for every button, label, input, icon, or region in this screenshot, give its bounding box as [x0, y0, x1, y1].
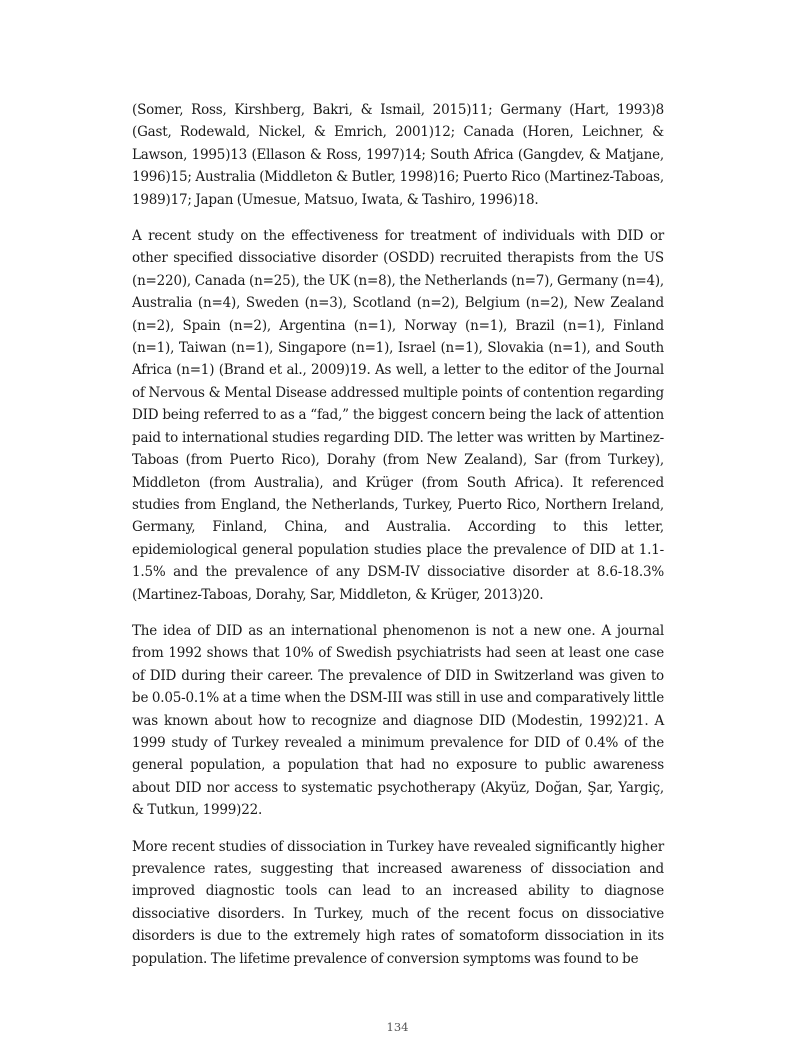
document-body: [132, 99, 664, 984]
paragraph-1: (Somer, Ross, Kirshberg, Bakri, & Ismail, 2015)11; Germany (Hart, 1993)8 (Gast, Rodewald, Nickel, & Emrich, 2001)12; Canada (Horen, Leichner, & Lawson, 1995)13 (Ellason & Ross, 1997)14; South Africa (Gangdev, & Matjane, 1996)15; Australia (Middleton & Butler, 1998)16; Puerto Rico (Martinez-Taboas, 1989)17; Japan (Umesue, Matsuo, Iwata, & Tashiro, 1996)18.: [132, 102, 664, 208]
paragraph-3: The idea of DID as an international phenomenon is not a new one. A journal from 1992 shows that 10% of Swedish psychiatrists had seen at least one case of DID during their career. The prevalence of DID in Switzerland was given to be 0.05-0.1% at a time when the DSM-III was still in use and comparatively little was known about how to recognize and diagnose DID (Modestin, 1992)21. A 1999 study of Turkey revealed a minimum prevalence for DID of 0.4% of the general population, a population that had no exposure to public awareness about DID nor access to systematic psychotherapy (Akyüz, Doğan, Şar, Yargiç, & Tutkun, 1999)22.: [132, 622, 664, 819]
paragraph-2: A recent study on the effectiveness for treatment of individuals with DID or other specified dissociative disorder (OSDD) recruited therapists from the US (n=220), Canada (n=25), the UK (n=8), the Netherlands (n=7), Germany (n=4), Australia (n=4), Sweden (n=3), Scotland (n=2), Belgium (n=2), New Zealand (n=2), Spain (n=2), Argentina (n=1), Norway (n=1), Brazil (n=1), Finland (n=1), Taiwan (n=1), Singapore (n=1), Israel (n=1), Slovakia (n=1), and South Africa (n=1) (Brand et al., 2009)19. As well, a letter to the editor of the Journal of Nervous & Mental Disease addressed multiple points of contention regarding DID being referred to as a “fad,” the biggest concern being the lack of attention paid to international studies regarding DID. The letter was written by Martinez-Taboas (from Puerto Rico), Dorahy (from New Zealand), Sar (from Turkey), Middleton (from Australia), and Krüger (from South Africa). It referenced studies from England, the Netherlands, Turkey, Puerto Rico, Northern Ireland, Germany, Finland, China, and Australia. According to this letter, epidemiological general population studies place the prevalence of DID at 1.1-1.5% and the prevalence of any DSM-IV dissociative disorder at 8.6-18.3% (Martinez-Taboas, Dorahy, Sar, Middleton, & Krüger, 2013)20.: [132, 228, 664, 603]
page-number: 134: [386, 1020, 409, 1034]
paragraph-4: More recent studies of dissociation in Turkey have revealed significantly higher prevalence rates, suggesting that increased awareness of dissociation and improved diagnostic tools can lead to an increased ability to diagnose dissociative disorders. In Turkey, much of the recent focus on dissociative disorders is due to the extremely high rates of somatoform dissociation in its population. The lifetime prevalence of conversion symptoms was found to be: [132, 838, 664, 967]
